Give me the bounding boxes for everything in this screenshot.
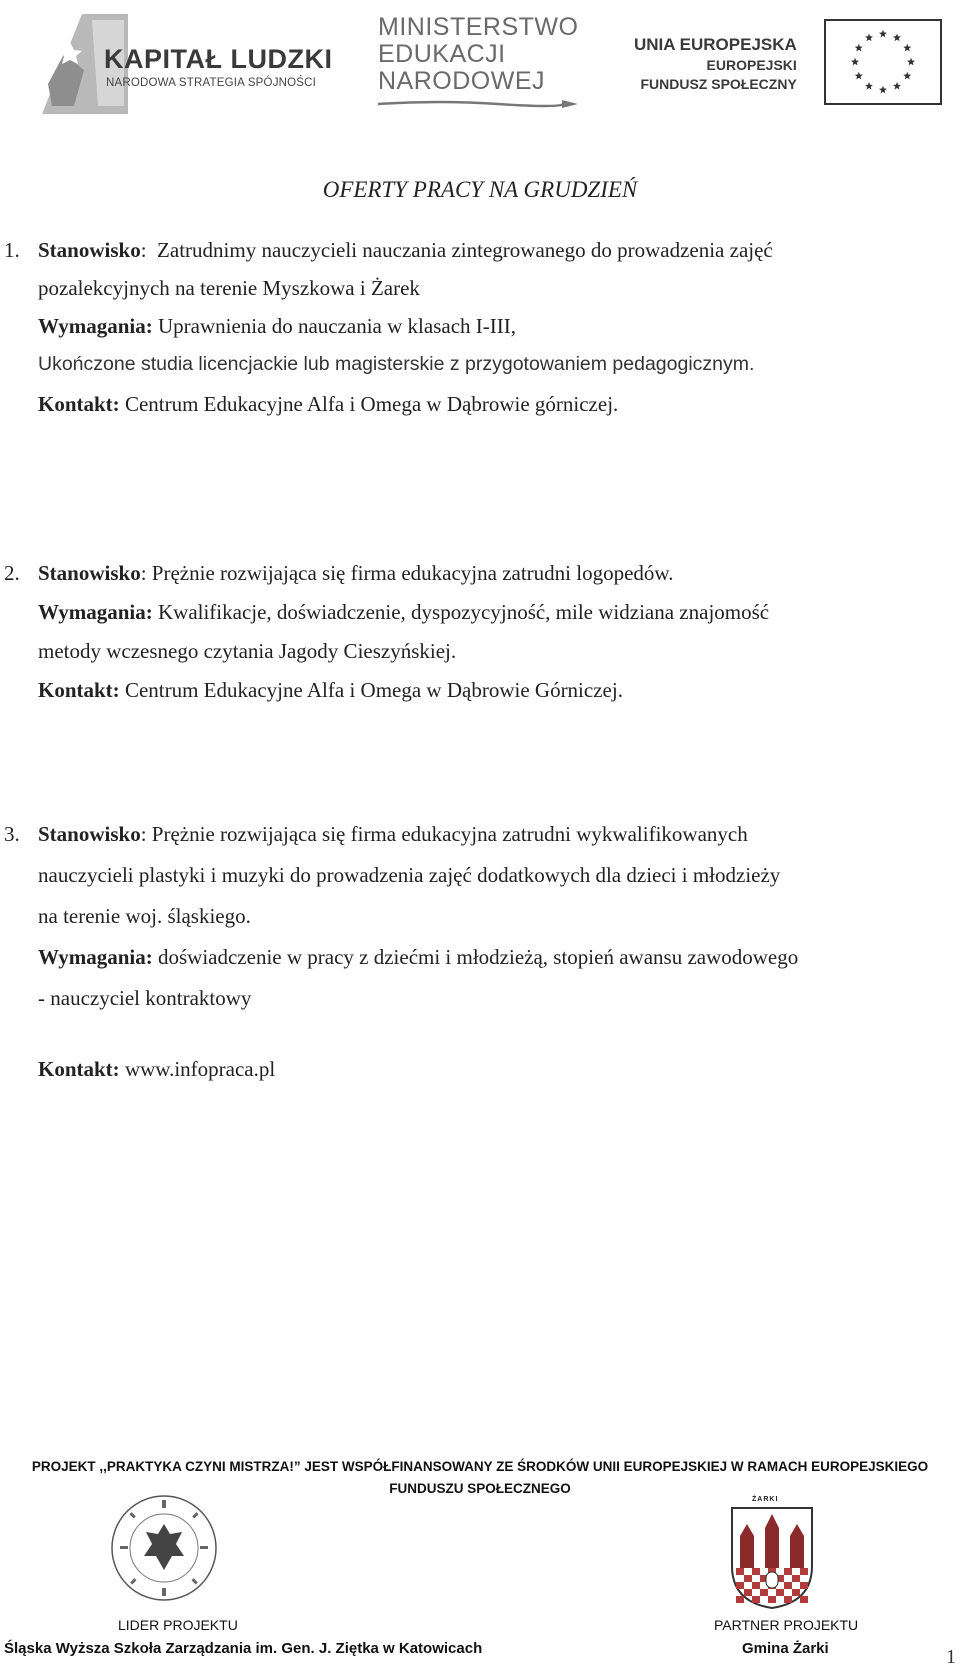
- offer-position-line: Stanowisko: Zatrudnimy nauczycieli nauczania zintegrowanego do prowadzenia zajęć: [38, 238, 773, 262]
- crest-check-tile: [744, 1589, 752, 1596]
- university-seal-icon: [110, 1494, 218, 1602]
- requirements-text-cont: Ukończone studia licencjackie lub magisterskie z przygotowaniem pedagogicznym.: [38, 353, 755, 375]
- project-partner-label: PARTNER PROJEKTU: [714, 1617, 859, 1633]
- contact-text: Centrum Edukacyjne Alfa i Omega w Dąbrowie Górniczej.: [124, 678, 623, 702]
- offer-number: 2.: [4, 561, 20, 585]
- contact-label: Kontakt:: [38, 678, 120, 702]
- contact-label: Kontakt:: [38, 1057, 120, 1081]
- crest-check-tile: [800, 1596, 808, 1603]
- kapital-ludzki-subtitle: NARODOWA STRATEGIA SPÓJNOŚCI: [106, 77, 317, 89]
- crest-check-tile: [736, 1582, 744, 1589]
- position-text-cont: pozalekcyjnych na terenie Myszkowa i Żarek: [38, 276, 420, 300]
- page-number: 1: [946, 1646, 956, 1668]
- eu-logo-text: [634, 34, 797, 94]
- offer-requirements-line: [38, 945, 798, 970]
- eu-flag-icon: [824, 19, 942, 105]
- position-label: Stanowisko: [38, 238, 141, 262]
- crest-check-tile: [744, 1575, 752, 1582]
- crest-check-tile: [752, 1582, 760, 1589]
- offer-requirements-line: [38, 600, 769, 625]
- offer-requirements-line: [38, 314, 516, 339]
- crest-check-tile: [784, 1596, 792, 1603]
- crest-check-tile: [736, 1568, 744, 1575]
- crest-check-tile: [784, 1568, 792, 1575]
- contact-text: Centrum Edukacyjne Alfa i Omega w Dąbrowie górniczej.: [124, 392, 619, 416]
- eu-line-1: UNIA EUROPEJSKA: [634, 35, 797, 54]
- requirements-label: Wymagania:: [38, 314, 153, 338]
- kapital-ludzki-title: KAPITAŁ LUDZKI: [104, 44, 333, 74]
- offer-contact-line: [38, 678, 623, 703]
- crest-check-tile: [792, 1575, 800, 1582]
- eu-line-2: EUROPEJSKI: [706, 57, 797, 73]
- ministry-line-2: EDUKACJI: [378, 40, 506, 68]
- requirements-text: doświadczenie w pracy z dziećmi i młodzieżą, stopień awansu zawodowego: [157, 945, 799, 969]
- position-label: Stanowisko: [38, 822, 141, 846]
- position-label: Stanowisko: [38, 561, 141, 585]
- offer-contact-line: [38, 392, 618, 417]
- ministry-logo-text: [378, 14, 578, 95]
- position-text-cont: nauczycieli plastyki i muzyki do prowadzenia zajęć dodatkowych dla dzieci i młodzieży: [38, 863, 781, 887]
- requirements-text-cont: metody wczesnego czytania Jagody Cieszyńskiej.: [38, 639, 457, 663]
- crest-check-tile: [768, 1596, 776, 1603]
- project-leader-name: Śląska Wyższa Szkoła Zarządzania im. Gen. J. Ziętka w Katowicach: [4, 1640, 483, 1657]
- project-leader-label: LIDER PROJEKTU: [118, 1617, 238, 1633]
- offer-position-line: Stanowisko: Prężnie rozwijająca się firma edukacyjna zatrudni wykwalifikowanych: [38, 822, 748, 846]
- crest-check-tile: [800, 1582, 808, 1589]
- crest-check-tile: [752, 1596, 760, 1603]
- crest-check-tile: [760, 1589, 768, 1596]
- offer-number: 1.: [4, 238, 20, 262]
- ministry-line-3: NARODOWEJ: [378, 67, 545, 95]
- crest-check-tile: [792, 1589, 800, 1596]
- contact-link[interactable]: www.infopraca.pl: [124, 1057, 276, 1081]
- crest-caption: ŻARKI: [752, 1496, 779, 1503]
- project-partner-name: Gmina Żarki: [742, 1640, 829, 1657]
- offer-number: 3.: [4, 822, 20, 846]
- position-text: Prężnie rozwijająca się firma edukacyjna zatrudni logopedów.: [151, 561, 674, 585]
- document-title: OFERTY PRACY NA GRUDZIEŃ: [322, 177, 638, 202]
- position-text: Prężnie rozwijająca się firma edukacyjna zatrudni wykwalifikowanych: [151, 822, 748, 846]
- requirements-label: Wymagania:: [38, 600, 153, 624]
- crest-check-tile: [752, 1568, 760, 1575]
- crest-check-tile: [736, 1596, 744, 1603]
- zarki-coat-of-arms-icon: [730, 1506, 814, 1610]
- project-note-line-2: FUNDUSZU SPOŁECZNEGO: [389, 1481, 571, 1496]
- offer-contact-line: [38, 1057, 275, 1082]
- position-text: Zatrudnimy nauczycieli nauczania zintegrowanego do prowadzenia zajęć: [157, 238, 773, 262]
- ministry-pen-underline-icon: [378, 98, 578, 110]
- contact-label: Kontakt:: [38, 392, 120, 416]
- requirements-text-cont: - nauczyciel kontraktowy: [38, 986, 252, 1010]
- position-text-cont-2: na terenie woj. śląskiego.: [38, 904, 251, 928]
- crest-check-tile: [784, 1582, 792, 1589]
- crest-check-tile: [776, 1589, 784, 1596]
- crest-check-tile: [800, 1568, 808, 1575]
- project-note-line-1: PROJEKT ,,PRAKTYKA CZYNI MISTRZA!” JEST WSPÓŁFINANSOWANY ZE ŚRODKÓW UNII EUROPEJSKIEJ W RAMACH EUROPEJSKIEGO: [31, 1459, 929, 1474]
- requirements-text: Kwalifikacje, doświadczenie, dyspozycyjność, mile widziana znajomość: [157, 600, 770, 624]
- requirements-text: Uprawnienia do nauczania w klasach I-III,: [157, 314, 516, 338]
- eu-line-3: FUNDUSZ SPOŁECZNY: [640, 76, 797, 92]
- requirements-label: Wymagania:: [38, 945, 153, 969]
- offer-position-line: Stanowisko: Prężnie rozwijająca się firma edukacyjna zatrudni logopedów.: [38, 561, 674, 585]
- ministry-line-1: MINISTERSTWO: [378, 13, 579, 41]
